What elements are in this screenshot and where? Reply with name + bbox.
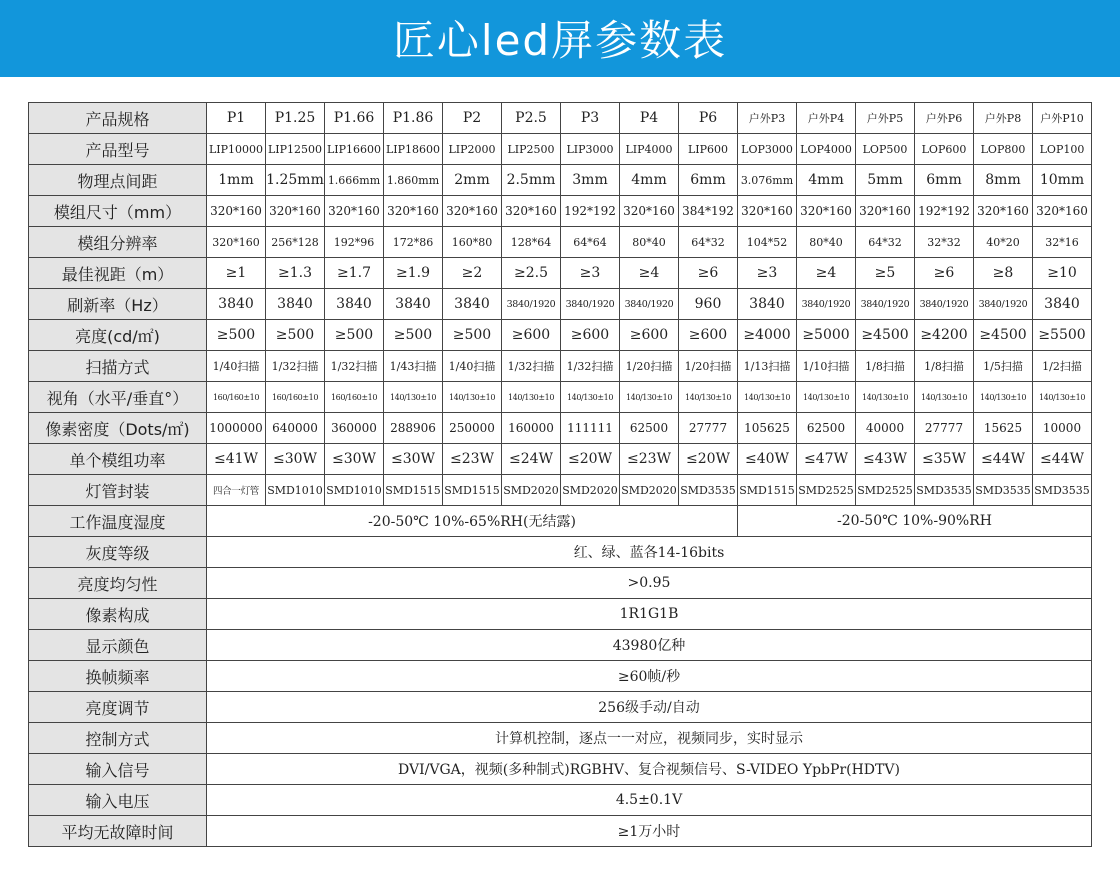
- common-value-cell: DVI/VGA，视频(多种制式)RGBHV、复合视频信号、S-VIDEO YpbPr(HDTV): [207, 754, 1092, 785]
- table-cell: 360000: [325, 413, 384, 444]
- table-cell: LOP500: [856, 134, 915, 165]
- table-row: [29, 227, 1092, 258]
- outdoor-temperature-cell: -20-50℃ 10%-90%RH: [738, 506, 1092, 537]
- table-cell: 1/32扫描: [561, 351, 620, 382]
- table-cell: 172*86: [384, 227, 443, 258]
- table-cell: ≥600: [679, 320, 738, 351]
- model-header-cell: 户外P10: [1033, 103, 1092, 134]
- table-cell: 140/130±10: [561, 382, 620, 413]
- common-value-cell: >0.95: [207, 568, 1092, 599]
- table-cell: 1/40扫描: [207, 351, 266, 382]
- table-row: [29, 165, 1092, 196]
- table-cell: 四合一灯管: [207, 475, 266, 506]
- table-cell: ≤44W: [974, 444, 1033, 475]
- table-cell: 80*40: [620, 227, 679, 258]
- model-header-cell: 户外P5: [856, 103, 915, 134]
- table-cell: 250000: [443, 413, 502, 444]
- row-label: 模组分辨率: [29, 227, 207, 258]
- table-cell: SMD2020: [620, 475, 679, 506]
- table-row-common: [29, 816, 1092, 847]
- table-cell: 3840: [1033, 289, 1092, 320]
- common-value-cell: 红、绿、蓝各14-16bits: [207, 537, 1092, 568]
- table-cell: ≤30W: [266, 444, 325, 475]
- table-cell: ≥1.9: [384, 258, 443, 289]
- common-value-cell: 256级手动/自动: [207, 692, 1092, 723]
- table-cell: 1/40扫描: [443, 351, 502, 382]
- table-cell: SMD1010: [266, 475, 325, 506]
- table-cell: 320*160: [325, 196, 384, 227]
- table-row-common: [29, 537, 1092, 568]
- table-cell: 640000: [266, 413, 325, 444]
- table-cell: ≤23W: [443, 444, 502, 475]
- table-row: [29, 134, 1092, 165]
- table-cell: 4mm: [797, 165, 856, 196]
- table-cell: 256*128: [266, 227, 325, 258]
- table-cell: LOP4000: [797, 134, 856, 165]
- table-cell: SMD1515: [738, 475, 797, 506]
- table-cell: 64*32: [679, 227, 738, 258]
- row-label: 灯管封装: [29, 475, 207, 506]
- table-cell: 320*160: [384, 196, 443, 227]
- table-cell: ≤40W: [738, 444, 797, 475]
- row-label: 视角（水平/垂直°）: [29, 382, 207, 413]
- table-cell: LOP600: [915, 134, 974, 165]
- table-cell: 140/130±10: [915, 382, 974, 413]
- model-header-cell: P4: [620, 103, 679, 134]
- table-cell: 1/32扫描: [502, 351, 561, 382]
- table-row-common: [29, 692, 1092, 723]
- table-row-common: [29, 723, 1092, 754]
- table-cell: 1/13扫描: [738, 351, 797, 382]
- table-cell: ≥5: [856, 258, 915, 289]
- model-header-cell: P2: [443, 103, 502, 134]
- table-cell: 8mm: [974, 165, 1033, 196]
- model-header-cell: P1.66: [325, 103, 384, 134]
- table-row-common: [29, 661, 1092, 692]
- table-cell: 140/130±10: [620, 382, 679, 413]
- table-cell: 32*32: [915, 227, 974, 258]
- table-cell: 27777: [679, 413, 738, 444]
- table-cell: 3840/1920: [856, 289, 915, 320]
- table-cell: 1/10扫描: [797, 351, 856, 382]
- table-cell: 320*160: [207, 196, 266, 227]
- row-label: 扫描方式: [29, 351, 207, 382]
- table-cell: 1/32扫描: [266, 351, 325, 382]
- table-cell: SMD2525: [797, 475, 856, 506]
- table-cell: ≥500: [384, 320, 443, 351]
- table-cell: 64*64: [561, 227, 620, 258]
- table-cell: LIP2000: [443, 134, 502, 165]
- model-header-cell: P6: [679, 103, 738, 134]
- table-cell: 140/130±10: [738, 382, 797, 413]
- table-cell: 1/2扫描: [1033, 351, 1092, 382]
- table-cell: LIP3000: [561, 134, 620, 165]
- row-label: 物理点间距: [29, 165, 207, 196]
- table-cell: ≥8: [974, 258, 1033, 289]
- table-cell: 3840/1920: [502, 289, 561, 320]
- table-row-temperature: [29, 506, 1092, 537]
- table-cell: 1000000: [207, 413, 266, 444]
- row-label: 换帧频率: [29, 661, 207, 692]
- table-cell: 2.5mm: [502, 165, 561, 196]
- table-cell: ≥600: [502, 320, 561, 351]
- table-row: [29, 289, 1092, 320]
- common-value-cell: 计算机控制，逐点一一对应，视频同步，实时显示: [207, 723, 1092, 754]
- table-cell: 3840: [384, 289, 443, 320]
- table-cell: 320*160: [620, 196, 679, 227]
- table-cell: 192*96: [325, 227, 384, 258]
- indoor-temperature-cell: -20-50℃ 10%-65%RH(无结露): [207, 506, 738, 537]
- table-cell: 3840: [738, 289, 797, 320]
- table-cell: LOP800: [974, 134, 1033, 165]
- table-cell: 160/160±10: [266, 382, 325, 413]
- common-value-cell: 4.5±0.1V: [207, 785, 1092, 816]
- table-cell: 1/8扫描: [915, 351, 974, 382]
- table-cell: 320*160: [797, 196, 856, 227]
- table-cell: 140/130±10: [1033, 382, 1092, 413]
- table-cell: ≥4: [797, 258, 856, 289]
- table-cell: ≤41W: [207, 444, 266, 475]
- table-cell: 64*32: [856, 227, 915, 258]
- row-label: 灰度等级: [29, 537, 207, 568]
- table-cell: 320*160: [738, 196, 797, 227]
- table-cell: ≤20W: [561, 444, 620, 475]
- table-row-common: [29, 754, 1092, 785]
- table-cell: 62500: [797, 413, 856, 444]
- table-cell: 4mm: [620, 165, 679, 196]
- table-cell: ≥1.7: [325, 258, 384, 289]
- table-cell: SMD1010: [325, 475, 384, 506]
- table-cell: ≤23W: [620, 444, 679, 475]
- model-header-cell: P1.86: [384, 103, 443, 134]
- table-cell: ≥500: [207, 320, 266, 351]
- table-cell: 3840: [207, 289, 266, 320]
- table-row: [29, 444, 1092, 475]
- table-cell: 111111: [561, 413, 620, 444]
- table-cell: 140/130±10: [502, 382, 561, 413]
- row-label: 最佳视距（m）: [29, 258, 207, 289]
- table-cell: ≥6: [679, 258, 738, 289]
- table-row-common: [29, 630, 1092, 661]
- table-cell: 3840/1920: [561, 289, 620, 320]
- table-row-common: [29, 568, 1092, 599]
- spec-table: [28, 102, 1092, 847]
- table-cell: ≤47W: [797, 444, 856, 475]
- table-cell: 40000: [856, 413, 915, 444]
- table-cell: ≥4500: [974, 320, 1033, 351]
- table-cell: ≥2.5: [502, 258, 561, 289]
- table-cell: 140/130±10: [384, 382, 443, 413]
- table-cell: 1mm: [207, 165, 266, 196]
- table-cell: 3840/1920: [915, 289, 974, 320]
- table-cell: SMD3535: [974, 475, 1033, 506]
- table-cell: ≥6: [915, 258, 974, 289]
- table-cell: ≥1.3: [266, 258, 325, 289]
- model-header-cell: 户外P4: [797, 103, 856, 134]
- table-cell: LIP4000: [620, 134, 679, 165]
- table-cell: ≥4000: [738, 320, 797, 351]
- model-header-cell: P1.25: [266, 103, 325, 134]
- model-header-cell: 户外P3: [738, 103, 797, 134]
- row-label: 平均无故障时间: [29, 816, 207, 847]
- table-cell: 160/160±10: [325, 382, 384, 413]
- table-cell: ≥4500: [856, 320, 915, 351]
- table-cell: 15625: [974, 413, 1033, 444]
- row-label: 显示颜色: [29, 630, 207, 661]
- table-cell: 320*160: [1033, 196, 1092, 227]
- row-label: 像素构成: [29, 599, 207, 630]
- table-cell: 1/32扫描: [325, 351, 384, 382]
- table-row: [29, 475, 1092, 506]
- row-label: 刷新率（Hz）: [29, 289, 207, 320]
- table-cell: 10mm: [1033, 165, 1092, 196]
- table-cell: LOP100: [1033, 134, 1092, 165]
- row-label: 输入信号: [29, 754, 207, 785]
- row-label: 产品型号: [29, 134, 207, 165]
- table-cell: 3840: [443, 289, 502, 320]
- row-label: 输入电压: [29, 785, 207, 816]
- table-cell: 320*160: [207, 227, 266, 258]
- model-header-cell: P2.5: [502, 103, 561, 134]
- table-row: [29, 196, 1092, 227]
- row-label: 产品规格: [29, 103, 207, 134]
- table-cell: 160/160±10: [207, 382, 266, 413]
- table-cell: 1/8扫描: [856, 351, 915, 382]
- table-cell: SMD1515: [443, 475, 502, 506]
- table-cell: 62500: [620, 413, 679, 444]
- table-cell: 160000: [502, 413, 561, 444]
- row-label: 亮度均匀性: [29, 568, 207, 599]
- table-cell: 1/5扫描: [974, 351, 1033, 382]
- table-cell: 384*192: [679, 196, 738, 227]
- table-cell: LOP3000: [738, 134, 797, 165]
- table-cell: 32*16: [1033, 227, 1092, 258]
- table-row: [29, 382, 1092, 413]
- table-cell: ≥10: [1033, 258, 1092, 289]
- table-cell: 288906: [384, 413, 443, 444]
- table-row: [29, 351, 1092, 382]
- table-cell: 140/130±10: [679, 382, 738, 413]
- table-cell: ≤44W: [1033, 444, 1092, 475]
- table-cell: 1.666mm: [325, 165, 384, 196]
- spec-table-body: [29, 103, 1092, 847]
- model-header-cell: P3: [561, 103, 620, 134]
- table-cell: ≤24W: [502, 444, 561, 475]
- table-cell: ≥4200: [915, 320, 974, 351]
- table-cell: LIP18600: [384, 134, 443, 165]
- table-cell: ≥3: [561, 258, 620, 289]
- table-cell: 3.076mm: [738, 165, 797, 196]
- table-cell: SMD2525: [856, 475, 915, 506]
- table-cell: ≥2: [443, 258, 502, 289]
- table-cell: 6mm: [915, 165, 974, 196]
- table-cell: 192*192: [915, 196, 974, 227]
- table-cell: ≥4: [620, 258, 679, 289]
- table-cell: ≥600: [620, 320, 679, 351]
- table-cell: LIP12500: [266, 134, 325, 165]
- table-cell: 3mm: [561, 165, 620, 196]
- table-cell: 320*160: [443, 196, 502, 227]
- common-value-cell: 43980亿种: [207, 630, 1092, 661]
- table-row: [29, 258, 1092, 289]
- table-cell: 140/130±10: [856, 382, 915, 413]
- table-cell: 160*80: [443, 227, 502, 258]
- table-cell: 40*20: [974, 227, 1033, 258]
- table-cell: ≥500: [443, 320, 502, 351]
- row-label: 亮度调节: [29, 692, 207, 723]
- table-cell: SMD3535: [915, 475, 974, 506]
- common-value-cell: ≥60帧/秒: [207, 661, 1092, 692]
- common-value-cell: 1R1G1B: [207, 599, 1092, 630]
- table-cell: 10000: [1033, 413, 1092, 444]
- table-cell: 3840/1920: [974, 289, 1033, 320]
- table-cell: 320*160: [974, 196, 1033, 227]
- title-banner: [0, 0, 1120, 77]
- row-label: 工作温度湿度: [29, 506, 207, 537]
- table-cell: ≤43W: [856, 444, 915, 475]
- table-cell: 5mm: [856, 165, 915, 196]
- table-cell: 3840: [325, 289, 384, 320]
- table-cell: SMD3535: [679, 475, 738, 506]
- table-cell: 960: [679, 289, 738, 320]
- table-cell: ≥5500: [1033, 320, 1092, 351]
- table-cell: ≥3: [738, 258, 797, 289]
- table-cell: ≥5000: [797, 320, 856, 351]
- table-cell: 3840/1920: [620, 289, 679, 320]
- table-cell: ≥1: [207, 258, 266, 289]
- table-cell: LIP10000: [207, 134, 266, 165]
- table-cell: SMD2020: [502, 475, 561, 506]
- table-cell: 2mm: [443, 165, 502, 196]
- row-label: 像素密度（Dots/㎡): [29, 413, 207, 444]
- table-cell: 1.860mm: [384, 165, 443, 196]
- table-cell: 1/43扫描: [384, 351, 443, 382]
- table-cell: 320*160: [502, 196, 561, 227]
- row-label: 亮度(cd/㎡): [29, 320, 207, 351]
- table-cell: 1/20扫描: [620, 351, 679, 382]
- page-title: 匠心led屏参数表: [392, 16, 728, 65]
- table-cell: 3840/1920: [797, 289, 856, 320]
- row-label: 模组尺寸（mm）: [29, 196, 207, 227]
- table-cell: ≤20W: [679, 444, 738, 475]
- table-cell: SMD3535: [1033, 475, 1092, 506]
- table-cell: 6mm: [679, 165, 738, 196]
- table-cell: 1/20扫描: [679, 351, 738, 382]
- table-cell: 140/130±10: [443, 382, 502, 413]
- table-cell: 192*192: [561, 196, 620, 227]
- table-cell: 27777: [915, 413, 974, 444]
- table-cell: 140/130±10: [974, 382, 1033, 413]
- table-cell: 320*160: [266, 196, 325, 227]
- model-header-cell: P1: [207, 103, 266, 134]
- model-header-cell: 户外P8: [974, 103, 1033, 134]
- table-row-common: [29, 599, 1092, 630]
- table-cell: 128*64: [502, 227, 561, 258]
- model-header-cell: 户外P6: [915, 103, 974, 134]
- common-value-cell: ≥1万小时: [207, 816, 1092, 847]
- table-cell: 140/130±10: [797, 382, 856, 413]
- table-cell: ≤35W: [915, 444, 974, 475]
- table-row-common: [29, 785, 1092, 816]
- table-cell: SMD2020: [561, 475, 620, 506]
- table-cell: ≥600: [561, 320, 620, 351]
- table-cell: ≤30W: [384, 444, 443, 475]
- table-cell: 320*160: [856, 196, 915, 227]
- table-row: [29, 320, 1092, 351]
- table-cell: ≤30W: [325, 444, 384, 475]
- table-row-model: [29, 103, 1092, 134]
- table-cell: LIP16600: [325, 134, 384, 165]
- table-cell: 80*40: [797, 227, 856, 258]
- table-cell: SMD1515: [384, 475, 443, 506]
- row-label: 控制方式: [29, 723, 207, 754]
- row-label: 单个模组功率: [29, 444, 207, 475]
- table-cell: 105625: [738, 413, 797, 444]
- table-cell: LIP2500: [502, 134, 561, 165]
- table-cell: ≥500: [266, 320, 325, 351]
- table-cell: 104*52: [738, 227, 797, 258]
- table-cell: 1.25mm: [266, 165, 325, 196]
- table-cell: LIP600: [679, 134, 738, 165]
- table-cell: 3840: [266, 289, 325, 320]
- table-row: [29, 413, 1092, 444]
- table-cell: ≥500: [325, 320, 384, 351]
